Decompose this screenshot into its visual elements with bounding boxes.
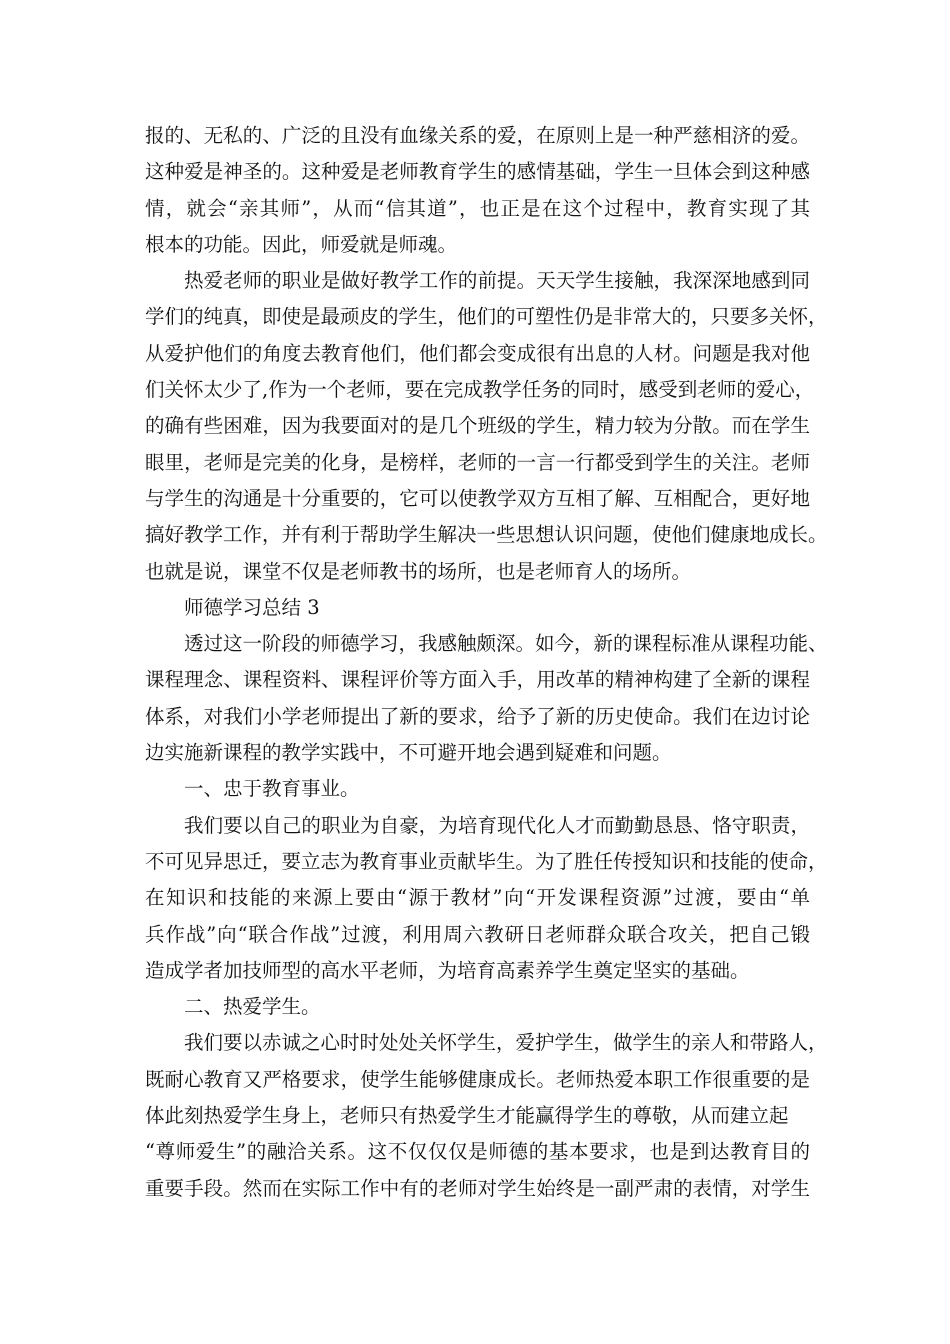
text-line: 既耐心教育又严格要求，使学生能够健康成长。老师热爱本职工作很重要的是 xyxy=(145,1067,810,1091)
text-line: 根本的功能。因此，师爱就是师魂。 xyxy=(145,232,458,256)
subsection-heading: 一、忠于教育事业。 xyxy=(184,777,360,801)
section-heading: 师德学习总结 3 xyxy=(184,595,320,619)
text-line: 不可见异思迁，要立志为教育事业贡献毕生。为了胜任传授知识和技能的使命， xyxy=(145,849,828,873)
text-line: 眼里，老师是完美的化身，是榜样，老师的一言一行都受到学生的关注。老师 xyxy=(145,450,810,474)
text-line: 从爱护他们的角度去教育他们，他们都会变成很有出息的人材。问题是我对他 xyxy=(145,341,810,365)
text-line: 透过这一阶段的师德学习，我感触颇深。如今，新的课程标准从课程功能、 xyxy=(184,632,828,656)
text-line: 造成学者加技师型的高水平老师，为培育高素养学生奠定坚实的基础。 xyxy=(145,958,750,982)
text-line: 这种爱是神圣的。这种爱是老师教育学生的感情基础，学生一旦体会到这种感 xyxy=(145,160,810,184)
text-line: 我们要以赤诚之心时时处处关怀学生，爱护学生，做学生的亲人和带路人， xyxy=(184,1031,828,1055)
text-line: “尊师爱生”的融洽关系。这不仅仅仅是师德的基本要求，也是到达教育目的 xyxy=(145,1140,810,1164)
text-line: 与学生的沟通是十分重要的，它可以使教学双方互相了解、互相配合，更好地 xyxy=(145,486,810,510)
text-line: 情，就会“亲其师”，从而“信其道”，也正是在这个过程中，教育实现了其 xyxy=(145,196,810,220)
text-line: 体系，对我们小学老师提出了新的要求，给予了新的历史使命。我们在边讨论 xyxy=(145,704,810,728)
text-line: 学们的纯真，即使是最顽皮的学生，他们的可塑性仍是非常大的，只要多关怀， xyxy=(145,305,828,329)
text-line: 在知识和技能的来源上要由“源于教材”向“开发课程资源”过渡，要由“单 xyxy=(145,886,810,910)
subsection-heading: 二、热爱学生。 xyxy=(184,995,321,1019)
text-line: 课程理念、课程资料、课程评价等方面入手，用改革的精神构建了全新的课程 xyxy=(145,668,810,692)
text-line: 热爱老师的职业是做好教学工作的前提。天天学生接触，我深深地感到同 xyxy=(184,269,810,293)
text-line: 报的、无私的、广泛的且没有血缘关系的爱，在原则上是一种严慈相济的爱。 xyxy=(145,124,810,147)
text-line: 也就是说，课堂不仅是老师教书的场所，也是老师育人的场所。 xyxy=(145,559,692,583)
document-body xyxy=(145,118,828,1207)
text-line: 搞好教学工作，并有利于帮助学生解决一些思想认识问题，使他们健康地成长。 xyxy=(145,523,828,547)
text-line: 兵作战”向“联合作战”过渡，利用周六教研日老师群众联合攻关，把自己锻 xyxy=(145,922,810,946)
text-line: 的确有些困难，因为我要面对的是几个班级的学生，精力较为分散。而在学生 xyxy=(145,414,810,438)
text-line: 们关怀太少了,作为一个老师，要在完成教学任务的同时，感受到老师的爱心， xyxy=(145,378,815,402)
text-line: 边实施新课程的教学实践中，不可避开地会遇到疑难和问题。 xyxy=(145,741,672,765)
text-line: 体此刻热爱学生身上，老师只有热爱学生才能赢得学生的尊敬，从而建立起 xyxy=(145,1104,789,1128)
text-line: 我们要以自己的职业为自豪，为培育现代化人才而勤勤恳恳、恪守职责， xyxy=(184,813,810,837)
text-line: 重要手段。然而在实际工作中有的老师对学生始终是一副严肃的表情，对学生 xyxy=(145,1176,810,1200)
